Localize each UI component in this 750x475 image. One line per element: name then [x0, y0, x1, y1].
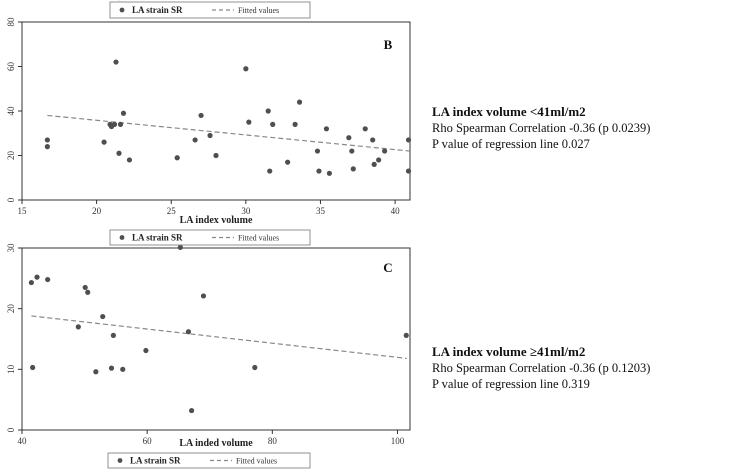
chart-b-data-point — [285, 160, 290, 165]
chart-b-data-point — [324, 126, 329, 131]
chart-c-y-tick-label: 0 — [6, 427, 16, 432]
chart-b-data-point — [370, 137, 375, 142]
chart-b-data-point — [376, 157, 381, 162]
chart-b-legend-point-marker — [120, 8, 125, 13]
chart-b-y-tick-label: 80 — [6, 17, 16, 27]
chart-b-data-point — [175, 155, 180, 160]
chart-b-data-point — [297, 100, 302, 105]
chart-c-data-point — [100, 314, 105, 319]
chart-c-data-point — [189, 408, 194, 413]
chart-b-x-tick-label: 35 — [316, 206, 326, 216]
chart-b-data-point — [113, 59, 118, 64]
chart-c-panel-letter: C — [383, 260, 392, 275]
chart-b-data-point — [118, 122, 123, 127]
chart-b-data-point — [351, 166, 356, 171]
stats-c-correlation: Rho Spearman Correlation -0.36 (p 0.1203) — [432, 360, 747, 376]
chart-b-x-tick-label: 25 — [167, 206, 177, 216]
chart-b-data-point — [382, 148, 387, 153]
chart-c-legend-2-label-points: LA strain SR — [130, 456, 181, 466]
chart-b-data-point — [45, 144, 50, 149]
chart-b-data-point — [346, 135, 351, 140]
chart-b-data-point — [116, 151, 121, 156]
stats-c-pvalue: P value of regression line 0.319 — [432, 376, 747, 392]
stats-b-correlation: Rho Spearman Correlation -0.36 (p 0.0239) — [432, 120, 747, 136]
chart-b-y-tick-label: 20 — [6, 151, 16, 161]
stats-c-title: LA index volume ≥41ml/m2 — [432, 344, 747, 360]
chart-c-legend-2-point-marker — [118, 458, 123, 463]
chart-c-data-point — [85, 290, 90, 295]
chart-b-data-point — [213, 153, 218, 158]
stats-b-pvalue: P value of regression line 0.027 — [432, 136, 747, 152]
chart-b-data-point — [198, 113, 203, 118]
chart-b-panel-letter: B — [384, 37, 393, 52]
chart-b-y-tick-label: 0 — [6, 197, 16, 202]
chart-b-data-point — [406, 137, 411, 142]
chart-c-data-point — [111, 333, 116, 338]
chart-b-x-tick-label: 15 — [18, 206, 28, 216]
chart-b-data-point — [246, 120, 251, 125]
chart-b-y-tick-label: 40 — [6, 106, 16, 116]
chart-c-y-tick-label: 10 — [6, 364, 16, 374]
chart-b-data-point — [406, 168, 411, 173]
chart-b-data-point — [121, 111, 126, 116]
chart-c-data-point — [34, 275, 39, 280]
chart-c-data-point — [186, 329, 191, 334]
chart-c-data-point — [76, 324, 81, 329]
chart-c-x-tick-label: 100 — [391, 436, 405, 446]
chart-c-legend-point-marker — [120, 235, 125, 240]
chart-c-data-point — [143, 348, 148, 353]
chart-c-legend-label-points: LA strain SR — [132, 233, 183, 243]
chart-c-x-axis-title: LA inded volume — [179, 438, 253, 449]
stats-block-c — [432, 344, 747, 392]
chart-c-x-tick-label: 40 — [18, 436, 28, 446]
chart-b-legend-label-points: LA strain SR — [132, 5, 183, 15]
chart-c-data-point — [45, 277, 50, 282]
chart-b-data-point — [207, 133, 212, 138]
chart-c-data-point — [201, 293, 206, 298]
chart-b-data-point — [127, 157, 132, 162]
chart-b-data-point — [363, 126, 368, 131]
chart-c-data-point — [93, 369, 98, 374]
chart-b-data-point — [266, 108, 271, 113]
chart-c-data-point — [404, 333, 409, 338]
chart-b-data-point — [45, 137, 50, 142]
chart-c-data-point — [30, 365, 35, 370]
chart-b-data-point — [372, 162, 377, 167]
chart-c-data-point — [29, 280, 34, 285]
chart-b-data-point — [243, 66, 248, 71]
chart-b-data-point — [327, 171, 332, 176]
chart-c-data-point — [252, 365, 257, 370]
chart-c-plot-frame — [22, 248, 410, 430]
stats-b-title: LA index volume <41ml/m2 — [432, 104, 747, 120]
chart-c-legend-2-label-fitted: Fitted values — [236, 457, 277, 466]
chart-c-data-point — [109, 366, 114, 371]
chart-c-data-point — [120, 367, 125, 372]
chart-b-data-point — [349, 148, 354, 153]
chart-b-legend-label-fitted: Fitted values — [238, 6, 279, 15]
chart-c-x-tick-label: 80 — [268, 436, 278, 446]
chart-c-y-tick-label: 30 — [6, 243, 16, 253]
chart-b-x-tick-label: 20 — [92, 206, 102, 216]
chart-b-data-point — [270, 122, 275, 127]
chart-b-data-point — [315, 148, 320, 153]
chart-b-x-tick-label: 30 — [241, 206, 251, 216]
chart-b-data-point — [193, 137, 198, 142]
chart-c-data-point — [83, 285, 88, 290]
chart-b-data-point — [112, 122, 117, 127]
chart-c-legend-label-fitted: Fitted values — [238, 234, 279, 243]
chart-c-data-point — [178, 245, 183, 250]
chart-b-data-point — [316, 168, 321, 173]
chart-b-data-point — [101, 140, 106, 145]
chart-b-x-tick-label: 40 — [391, 206, 401, 216]
chart-c-x-tick-label: 60 — [143, 436, 153, 446]
chart-b-y-tick-label: 60 — [6, 62, 16, 72]
chart-c-y-tick-label: 20 — [6, 304, 16, 314]
stats-block-b — [432, 104, 747, 152]
chart-b-plot-frame — [22, 22, 410, 200]
chart-b-data-point — [267, 168, 272, 173]
chart-b-x-axis-title: LA index volume — [180, 215, 253, 226]
chart-b-data-point — [292, 122, 297, 127]
